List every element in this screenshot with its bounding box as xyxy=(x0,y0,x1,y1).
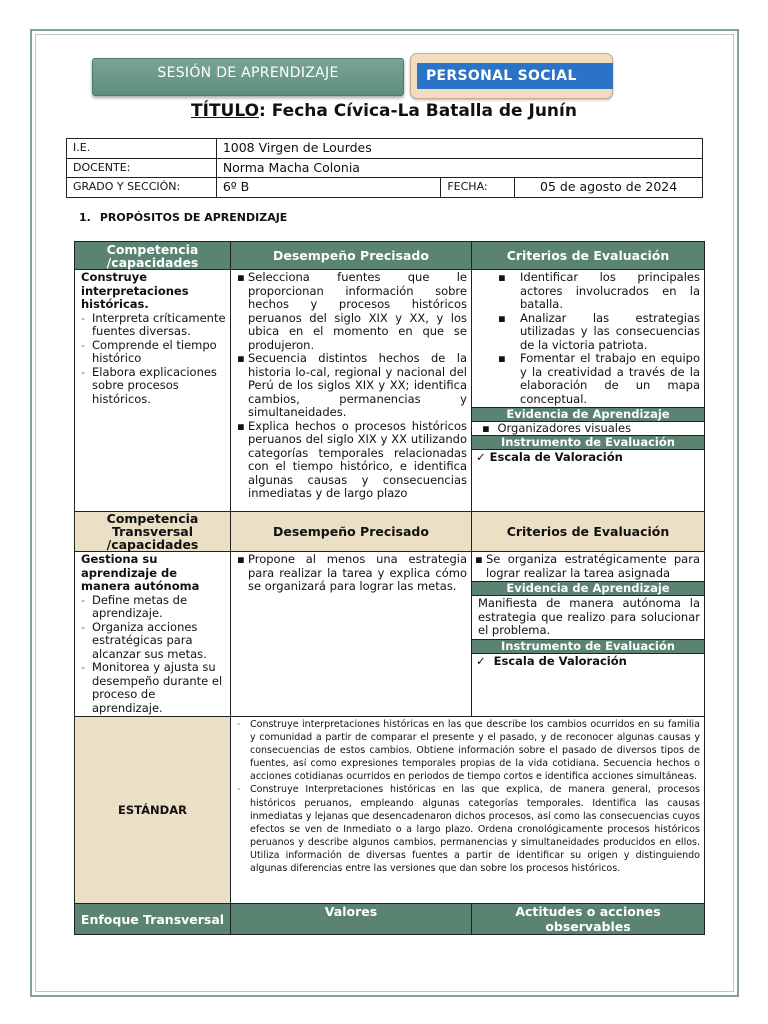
fecha-label: FECHA: xyxy=(441,178,515,198)
instrument-row xyxy=(472,654,704,668)
instrument-label: Instrumento de Evaluación xyxy=(472,435,704,450)
grado-value: 6º B xyxy=(216,178,441,198)
capacity-item: - Define metas de aprendizaje. xyxy=(81,594,226,621)
header-transversal-performance: Desempeño Precisado xyxy=(231,512,472,552)
instrument-row xyxy=(472,450,704,464)
header-transversal-competence: Competencia Transversal /capacidades xyxy=(75,512,231,552)
performance-cell xyxy=(231,270,472,512)
check-icon: ✓ xyxy=(476,450,486,464)
capacity-list xyxy=(81,312,226,407)
evidence-row xyxy=(472,422,704,435)
info-row-docente xyxy=(67,158,703,178)
transversal-performance-cell xyxy=(231,552,472,717)
docente-value: Norma Macha Colonia xyxy=(216,158,702,178)
session-banner: SESIÓN DE APRENDIZAJE xyxy=(92,58,404,96)
area-badge: PERSONAL SOCIAL xyxy=(417,63,613,89)
transversal-criteria-cell xyxy=(472,552,705,717)
fecha-value: 05 de agosto de 2024 xyxy=(515,178,703,198)
evidence-value: Organizadores visuales xyxy=(497,421,632,435)
standard-label: ESTÁNDAR xyxy=(75,717,231,904)
docente-label: DOCENTE: xyxy=(67,158,217,178)
standard-item: - Construye interpretaciones históricas en las que describe los cambios ocurridos en su familia y comunidad a partir de comparar el presente y el pasado, y de reconocer algunas causas y consecuencias de estos cambios. Obtiene información sobre el pasado de diversos tipos de fuentes, así como expresiones temporales propias de la vida cotidiana. Secuencia hechos o acciones cotidianas ocurridos en periodos de tiempo cortos e identifica acciones simultáneas. xyxy=(237,718,700,783)
criteria-item: ▪ Se organiza estratégicamente para lograr realizar la tarea asignada xyxy=(475,553,700,580)
standard-row xyxy=(75,717,705,904)
criteria-item: ▪ Fomentar el trabajo en equipo y la creatividad a través de la elaboración de un mapa conceptual. xyxy=(498,352,700,406)
info-row-ie xyxy=(67,139,703,159)
header-row-transversal xyxy=(75,512,705,552)
capacity-item: - Elabora explicaciones sobre procesos históricos. xyxy=(81,366,226,407)
performance-item: ▪ Propone al menos una estrategia para realizar la tarea y explica cómo se organizará para lograr las metas. xyxy=(237,553,467,594)
evidence-label: Evidencia de Aprendizaje xyxy=(472,407,704,422)
evidence-value: Manifiesta de manera autónoma la estrategia que realizo para solucionar el problema. xyxy=(478,596,700,637)
transversal-capacity-list xyxy=(81,594,226,716)
instrument-value: Escala de Valoración xyxy=(489,450,623,464)
performance-item: ▪ Explica hechos o procesos históricos peruanos del siglo XIX y XX utilizando categorías temporales relacionadas con el tiempo histórico, e identifica algunas causas y consecuencias inmediatas y de largo plazo xyxy=(237,420,467,501)
performance-list xyxy=(237,271,467,501)
standard-item: - Construye Interpretaciones históricas en las que explica, de manera general, procesos históricos peruanos, empleando algunas categorías temporales. Identifica las causas inmediatas y lejanas que desencadenaron dichos procesos, así como las consecuencias cuyos efectos se ven de Inmediato o a largo plazo. Ordena cronológicamente procesos históricos peruanos y describe algunos cambios, permanencias y simultaneidades producidos en ellos. Utiliza información de diversas fuentes a partir de identificar su origen y distinguiendo algunas diferencias entre las versiones que dan sobre los procesos históricos. xyxy=(237,783,700,875)
title-text: : Fecha Cívica-La Batalla de Junín xyxy=(259,101,577,121)
header-attitudes: Actitudes o acciones observables xyxy=(472,904,705,935)
section-title: PROPÓSITOS DE APRENDIZAJE xyxy=(99,211,288,224)
grado-label: GRADO Y SECCIÓN: xyxy=(67,178,217,198)
transversal-performance-list xyxy=(237,553,467,594)
criteria-item: ▪ Identificar los principales actores involucrados en la batalla. xyxy=(498,271,700,312)
standard-list xyxy=(237,718,700,875)
transversal-criteria-list xyxy=(475,553,700,580)
header-performance: Desempeño Precisado xyxy=(231,242,472,270)
info-row-grado xyxy=(67,178,703,198)
area-badge-frame xyxy=(410,53,613,99)
transversal-competence-cell xyxy=(75,552,231,717)
competence-title: Construye interpretaciones históricas. xyxy=(81,270,189,311)
header-competence: Competencia /capacidades xyxy=(75,242,231,270)
criteria-cell xyxy=(472,270,705,512)
transversal-competence-title: Gestiona su aprendizaje de manera autónoma xyxy=(81,552,200,593)
bullet-icon: ▪ xyxy=(482,421,490,435)
title-keyword: TÍTULO xyxy=(191,101,260,121)
page-title xyxy=(0,100,768,122)
competence-cell xyxy=(75,270,231,512)
evidence-label: Evidencia de Aprendizaje xyxy=(472,581,704,596)
criteria-list xyxy=(498,271,700,406)
competence-row xyxy=(75,270,705,512)
instrument-value: Escala de Valoración xyxy=(493,653,627,668)
header-row-competence xyxy=(75,242,705,270)
header-transversal-criteria: Criterios de Evaluación xyxy=(472,512,705,552)
ie-label: I.E. xyxy=(67,139,217,159)
header-values: Valores xyxy=(231,904,472,935)
standard-cell xyxy=(231,717,705,904)
section-number: 1. xyxy=(79,211,91,224)
performance-item: ▪ Selecciona fuentes que le proporcionan información sobre hechos y procesos históricos peruanos del siglo XIX y XX, y los ubica en el momento en que se produjeron. xyxy=(237,271,467,352)
section-heading xyxy=(79,211,287,224)
info-table xyxy=(66,138,703,198)
capacity-item: - Comprende el tiempo histórico xyxy=(81,339,226,366)
check-icon: ✓ xyxy=(476,653,486,668)
header-criteria: Criterios de Evaluación xyxy=(472,242,705,270)
criteria-item: ▪ Analizar las estrategias utilizadas y las consecuencias de la victoria patriota. xyxy=(498,312,700,353)
header-approach: Enfoque Transversal xyxy=(75,904,231,935)
transversal-row xyxy=(75,552,705,717)
instrument-label: Instrumento de Evaluación xyxy=(472,639,704,654)
footer-header-row xyxy=(75,904,705,935)
purposes-table xyxy=(74,241,705,935)
performance-item: ▪ Secuencia distintos hechos de la historia lo-cal, regional y nacional del Perú de los siglos XIX y XX; identifica cambios, permanencias y simultaneidades. xyxy=(237,352,467,420)
ie-value: 1008 Virgen de Lourdes xyxy=(216,139,702,159)
capacity-item: - Interpreta críticamente fuentes diversas. xyxy=(81,312,226,339)
capacity-item: - Organiza acciones estratégicas para alcanzar sus metas. xyxy=(81,621,226,662)
capacity-item: - Monitorea y ajusta su desempeño durante el proceso de aprendizaje. xyxy=(81,661,226,715)
